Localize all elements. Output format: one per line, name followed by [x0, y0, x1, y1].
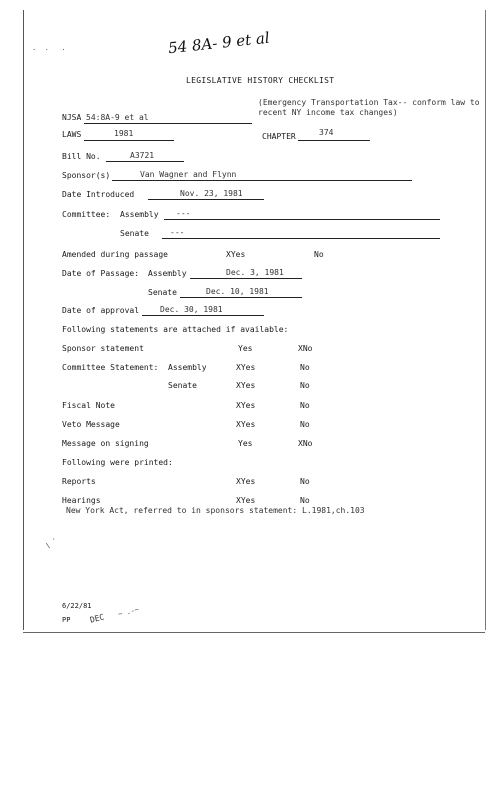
njsa-value: 54:8A-9 et al: [86, 113, 149, 122]
statement-yes: XYes: [236, 401, 256, 410]
statement-yes: XYes: [236, 363, 256, 372]
passage-senate-label: Senate: [148, 288, 177, 297]
statement-label: Fiscal Note: [62, 401, 115, 410]
committee-assembly-label: Assembly: [120, 210, 159, 219]
statement-no: XNo: [298, 439, 313, 448]
committee-label: Committee:: [62, 210, 111, 219]
received-stamp: DEC: [89, 612, 106, 625]
statement-label: Veto Message: [62, 420, 120, 429]
statement-yes: Yes: [238, 344, 253, 353]
referral-note: New York Act, referred to in sponsors statement: L.1981,ch.103: [66, 506, 365, 515]
attached-header: Following statements are attached if available:: [62, 325, 289, 334]
sponsors-underline: [112, 180, 412, 181]
date-introduced-value: Nov. 23, 1981: [180, 189, 243, 198]
njsa-underline: [84, 123, 252, 124]
committee-senate-underline: [162, 238, 440, 239]
amended-no: No: [314, 250, 324, 259]
statement-yes: XYes: [236, 420, 256, 429]
passage-assembly-underline: [190, 278, 302, 279]
bill-label: Bill No.: [62, 152, 101, 161]
njsa-label: NJSA: [62, 113, 82, 122]
statement-label: Sponsor statement: [62, 344, 144, 353]
committee-assembly-underline: [164, 219, 440, 220]
description: (Emergency Transportation Tax-- conform law to recent NY income tax changes): [258, 98, 480, 117]
printed-header: Following were printed:: [62, 458, 173, 467]
sponsors-value: Van Wagner and Flynn: [140, 170, 237, 179]
scan-marks: . . .: [32, 44, 66, 52]
amended-label: Amended during passage: [62, 250, 168, 259]
passage-assembly-value: Dec. 3, 1981: [226, 268, 284, 277]
committee-senate-label: Senate: [120, 229, 149, 238]
laws-underline: [84, 140, 174, 141]
committee-assembly-value: ---: [176, 209, 191, 218]
amended-yes: XYes: [226, 250, 246, 259]
bottom-border: [23, 632, 485, 633]
committee-senate-value: ---: [170, 228, 185, 237]
bill-value: A3721: [130, 151, 155, 160]
handwritten-reference: 54 8A- 9 et al: [167, 28, 271, 58]
bill-underline: [106, 161, 184, 162]
statement-no: No: [300, 420, 310, 429]
passage-senate-value: Dec. 10, 1981: [206, 287, 269, 296]
laws-value: 1981: [114, 129, 134, 138]
footer-date: 6/22/81: [62, 602, 92, 610]
chapter-value: 374: [319, 128, 334, 137]
chapter-underline: [298, 140, 370, 141]
laws-label: LAWS: [62, 130, 82, 139]
statement-sub: Assembly: [168, 363, 207, 372]
statement-label: Committee Statement:: [62, 363, 159, 372]
statement-no: No: [300, 381, 310, 390]
printed-no: No: [300, 477, 310, 486]
printed-yes: XYes: [236, 496, 256, 505]
approval-value: Dec. 30, 1981: [160, 305, 223, 314]
scan-speck: / .: [43, 534, 57, 550]
printed-yes: XYes: [236, 477, 256, 486]
statement-no: No: [300, 363, 310, 372]
date-introduced-label: Date Introduced: [62, 190, 135, 199]
sponsors-label: Sponsor(s): [62, 171, 111, 180]
statement-yes: Yes: [238, 439, 253, 448]
statement-no: XNo: [298, 344, 313, 353]
stamp-marks: ~ .-~: [117, 605, 140, 619]
approval-underline: [142, 315, 264, 316]
printed-label: Reports: [62, 477, 96, 486]
left-border: [23, 10, 24, 630]
passage-senate-underline: [180, 297, 302, 298]
date-introduced-underline: [148, 199, 264, 200]
statement-yes: XYes: [236, 381, 256, 390]
page-title: LEGISLATIVE HISTORY CHECKLIST: [186, 76, 335, 85]
statement-no: No: [300, 401, 310, 410]
chapter-label: CHAPTER: [262, 132, 296, 141]
approval-label: Date of approval: [62, 306, 140, 315]
statement-label: Message on signing: [62, 439, 149, 448]
printed-no: No: [300, 496, 310, 505]
footer-initials: PP: [62, 616, 71, 624]
passage-label: Date of Passage:: [62, 269, 140, 278]
statement-sub: Senate: [168, 381, 197, 390]
printed-label: Hearings: [62, 496, 101, 505]
passage-assembly-label: Assembly: [148, 269, 187, 278]
right-border: [485, 10, 486, 630]
